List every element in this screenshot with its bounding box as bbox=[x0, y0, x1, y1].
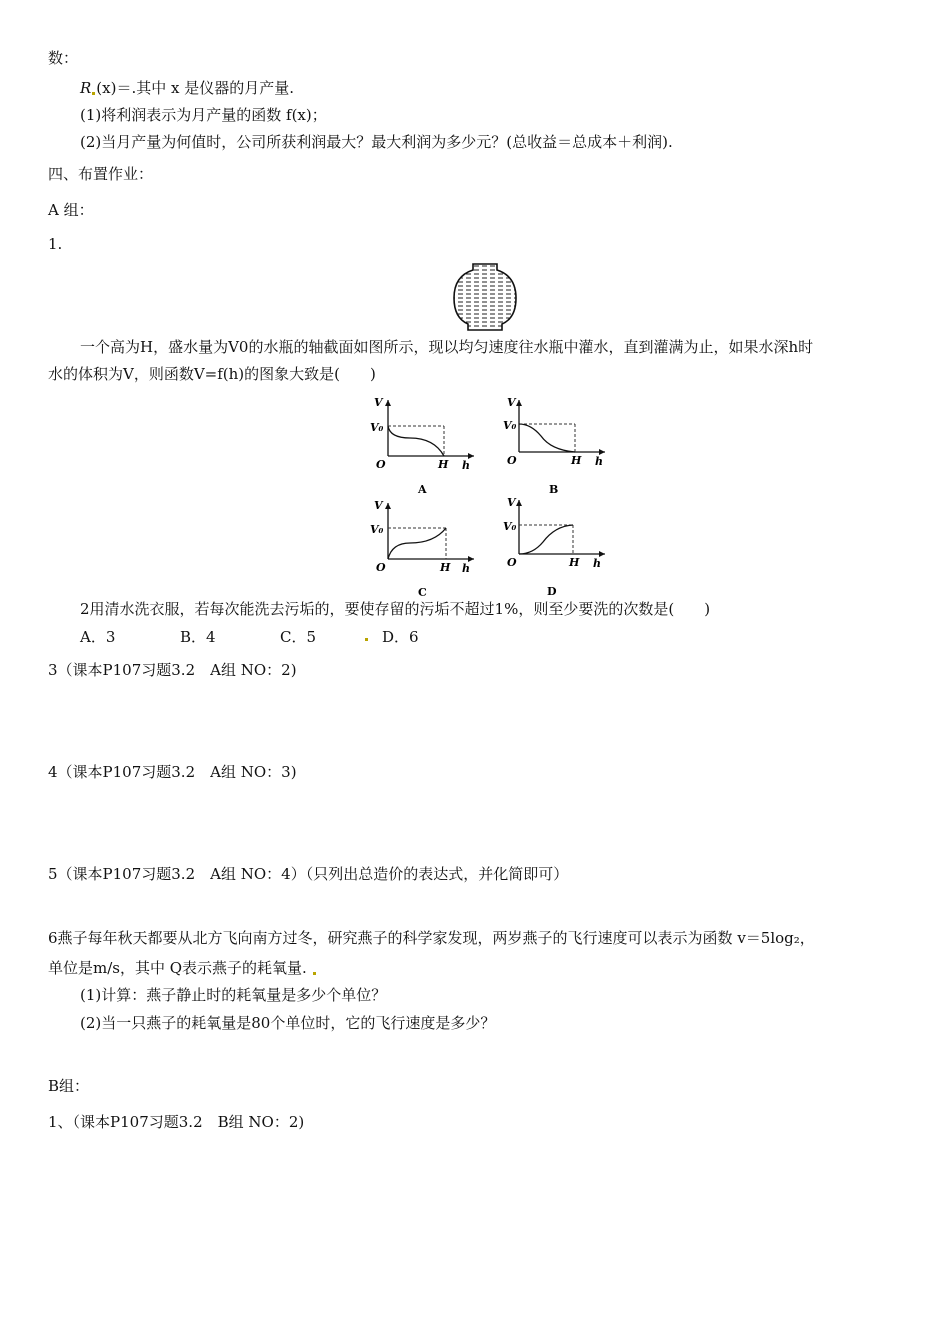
h-mark-label: H bbox=[571, 454, 582, 467]
r-symbol: R bbox=[80, 79, 92, 97]
v0-label: V₀ bbox=[503, 520, 517, 533]
option-c: C．5 bbox=[280, 628, 317, 646]
axis-label-h: h bbox=[595, 455, 603, 468]
text-line bbox=[80, 78, 294, 98]
text-line: (2)当月产量为何值时，公司所获利润最大？最大利润为多少元？(总收益＝总成本＋利润). bbox=[80, 133, 673, 151]
graph-c bbox=[368, 497, 480, 601]
question-text bbox=[48, 958, 317, 978]
option-b: B．4 bbox=[180, 628, 216, 646]
marker-dot bbox=[92, 92, 95, 95]
h-mark-label: H bbox=[438, 458, 449, 471]
graph-a bbox=[368, 394, 480, 498]
axis-label-v: V bbox=[507, 396, 516, 409]
axis-label-v: V bbox=[507, 496, 516, 509]
graph-label: D bbox=[547, 585, 557, 598]
text-fragment: (x)＝.其中 x 是仪器的月产量. bbox=[96, 79, 294, 97]
option-a: A．3 bbox=[80, 628, 116, 646]
group-heading: B组： bbox=[48, 1077, 90, 1095]
question-text: 2用清水洗衣服，若每次能洗去污垢的，要使存留的污垢不超过1%，则至少要洗的次数是( ) bbox=[80, 600, 711, 618]
question-text: 水的体积为V，则函数V=f(h)的图象大致是( ) bbox=[48, 365, 376, 383]
text-line: (1)将利润表示为月产量的函数 f(x)； bbox=[80, 106, 327, 124]
sub-question: (1)计算：燕子静止时的耗氧量是多少个单位？ bbox=[80, 986, 387, 1004]
text-fragment: 单位是m/s，其中 Q表示燕子的耗氧量. bbox=[48, 959, 307, 977]
question-text: 6燕子每年秋天都要从北方飞向南方过冬，研究燕子的科学家发现，两岁燕子的飞行速度可以表示为函数 v＝5log₂， bbox=[48, 929, 815, 947]
origin-label: O bbox=[507, 454, 517, 467]
origin-label: O bbox=[507, 556, 517, 569]
graph-d bbox=[499, 494, 611, 598]
axis-label-h: h bbox=[462, 562, 470, 575]
graph-b bbox=[499, 394, 611, 498]
axis-label-h: h bbox=[593, 557, 601, 570]
question-text: 3（课本P107习题3.2 A组 NO：2) bbox=[48, 661, 297, 679]
group-heading: A 组： bbox=[48, 201, 94, 219]
v0-label: V₀ bbox=[370, 523, 384, 536]
origin-label: O bbox=[376, 561, 386, 574]
section-heading: 四、布置作业： bbox=[48, 165, 154, 183]
h-mark-label: H bbox=[569, 556, 580, 569]
water-bottle-figure bbox=[450, 260, 520, 334]
marker-dot bbox=[313, 972, 316, 975]
question-text: 4（课本P107习题3.2 A组 NO：3) bbox=[48, 763, 297, 781]
option-d: D．6 bbox=[382, 628, 419, 646]
question-text: 一个高为H，盛水量为V0的水瓶的轴截面如图所示，现以均匀速度往水瓶中灌水，直到灌满为止，如果水深h时 bbox=[80, 338, 814, 356]
graph-label: A bbox=[418, 483, 427, 496]
question-text: 5（课本P107习题3.2 A组 NO：4）（只列出总造价的表达式，并化简即可） bbox=[48, 865, 569, 883]
origin-label: O bbox=[376, 458, 386, 471]
text-line: 数： bbox=[48, 49, 79, 67]
sub-question: (2)当一只燕子的耗氧量是80个单位时，它的飞行速度是多少？ bbox=[80, 1014, 496, 1032]
v0-label: V₀ bbox=[503, 419, 517, 432]
axis-label-h: h bbox=[462, 459, 470, 472]
axis-label-v: V bbox=[374, 499, 383, 512]
question-text: 1、（课本P107习题3.2 B组 NO：2) bbox=[48, 1113, 305, 1131]
v0-label: V₀ bbox=[370, 421, 384, 434]
h-mark-label: H bbox=[440, 561, 451, 574]
graph-label: B bbox=[549, 483, 559, 496]
graph-label: C bbox=[418, 586, 427, 599]
axis-label-v: V bbox=[374, 396, 383, 409]
marker-dot bbox=[365, 638, 368, 641]
question-number: 1. bbox=[48, 235, 63, 253]
